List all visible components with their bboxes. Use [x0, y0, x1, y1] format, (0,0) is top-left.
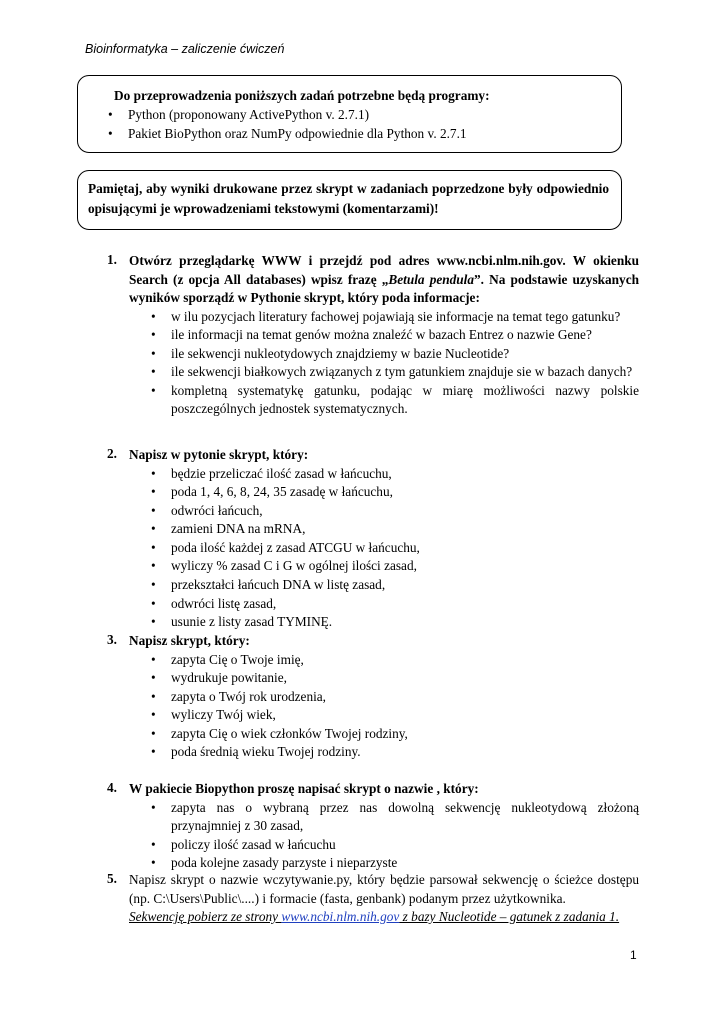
list-item: • zapyta nas o wybraną przez nas dowolną sekwencję nukleotydową złożoną przynajmniej z 30 zasad,	[151, 799, 639, 836]
task-heading-text: Otwórz przeglądarkę WWW i przejdź pod adres www.ncbi.nlm.nih.gov. W okienku Search (z opcja All databases) wpisz frazę „	[129, 253, 639, 287]
requirement-item: • Python (proponowany ActivePython v. 2.7.1)	[100, 105, 611, 124]
list-item: • będzie przeliczać ilość zasad w łańcuchu,	[151, 465, 639, 484]
task-number: 4.	[107, 780, 117, 795]
task-description: Napisz skrypt o nazwie wczytywanie.py, który będzie parsował sekwencję o ścieżce dostępu (np. C:\Users\Public\....) i formacie (fasta, genbank) podanym przez użytkownika.	[129, 872, 639, 906]
task-list	[151, 651, 639, 763]
task-list	[151, 799, 639, 873]
list-item: • zamieni DNA na mRNA,	[151, 520, 639, 539]
task-2	[107, 446, 639, 632]
task-1	[107, 252, 639, 419]
requirement-item: • Pakiet BioPython oraz NumPy odpowiednie dla Python v. 2.7.1	[100, 124, 611, 143]
task-number: 5.	[107, 871, 117, 886]
task-number: 1.	[107, 252, 117, 267]
task-note	[129, 908, 639, 927]
task-list	[151, 465, 639, 632]
task-list	[151, 308, 639, 420]
task-heading: Napisz w pytonie skrypt, który:	[129, 447, 309, 462]
list-item: • poda średnią wieku Twojej rodziny.	[151, 743, 639, 762]
page-number: 1	[630, 948, 637, 962]
task-heading-text: ”. Na podstawie uzyskanych wyników sporządź w Pythonie skrypt, który poda informacje:	[129, 271, 639, 305]
list-item: • zapyta Cię o wiek członków Twojej rodziny,	[151, 725, 639, 744]
list-item: • kompletną systematykę gatunku, podając w miarę możliwości nazwy polskie poszczególnych jednostek systematycznych.	[151, 382, 639, 419]
list-item: • zapyta Cię o Twoje imię,	[151, 651, 639, 670]
task-heading: Napisz skrypt, który:	[129, 633, 250, 648]
list-item: • poda ilość każdej z zasad ATCGU w łańcuchu,	[151, 539, 639, 558]
task-note-text: Sekwencję pobierz ze strony	[129, 909, 282, 924]
list-item: • przekształci łańcuch DNA w listę zasad,	[151, 576, 639, 595]
list-item: • zapyta o Twój rok urodzenia,	[151, 688, 639, 707]
list-item: • wyliczy % zasad C i G w ogólnej ilości zasad,	[151, 557, 639, 576]
task-number: 3.	[107, 632, 117, 647]
task-note-text: z bazy Nucleotide – gatunek z zadania 1.	[399, 909, 620, 924]
species-name: Betula pendula	[388, 271, 475, 287]
reminder-box	[77, 170, 622, 230]
requirements-title: Do przeprowadzenia poniższych zadań potrzebne będą programy:	[114, 88, 490, 103]
task-5	[107, 871, 639, 927]
list-item: • odwróci listę zasad,	[151, 595, 639, 614]
list-item: • w ilu pozycjach literatury fachowej pojawiają sie informacje na temat tego gatunku?	[151, 308, 639, 327]
document-header: Bioinformatyka – zaliczenie ćwiczeń	[85, 42, 285, 56]
requirements-list	[100, 105, 611, 143]
list-item: • wydrukuje powitanie,	[151, 669, 639, 688]
list-item: • usunie z listy zasad TYMINĘ.	[151, 613, 639, 632]
list-item: • policzy ilość zasad w łańcuchu	[151, 836, 639, 855]
list-item: • ile informacji na temat genów można znaleźć w bazach Entrez o nazwie Gene?	[151, 326, 639, 345]
task-heading	[129, 252, 639, 308]
task-4	[107, 780, 639, 873]
list-item: • poda kolejne zasady parzyste i nieparzyste	[151, 854, 639, 873]
list-item: • ile sekwencji nukleotydowych znajdziemy w bazie Nucleotide?	[151, 345, 639, 364]
requirements-box	[77, 75, 622, 153]
list-item: • wyliczy Twój wiek,	[151, 706, 639, 725]
task-number: 2.	[107, 446, 117, 461]
task-heading: W pakiecie Biopython proszę napisać skrypt o nazwie , który:	[129, 781, 479, 796]
reminder-text: Pamiętaj, aby wyniki drukowane przez skrypt w zadaniach poprzedzone były odpowiednio opisującymi je wprowadzeniami tekstowymi (komentarzami)!	[88, 181, 609, 216]
task-3	[107, 632, 639, 762]
list-item: • ile sekwencji białkowych związanych z tym gatunkiem znajduje sie w bazach danych?	[151, 363, 639, 382]
ncbi-link[interactable]: www.ncbi.nlm.nih.gov	[281, 909, 400, 924]
list-item: • poda 1, 4, 6, 8, 24, 35 zasadę w łańcuchu,	[151, 483, 639, 502]
list-item: • odwróci łańcuch,	[151, 502, 639, 521]
